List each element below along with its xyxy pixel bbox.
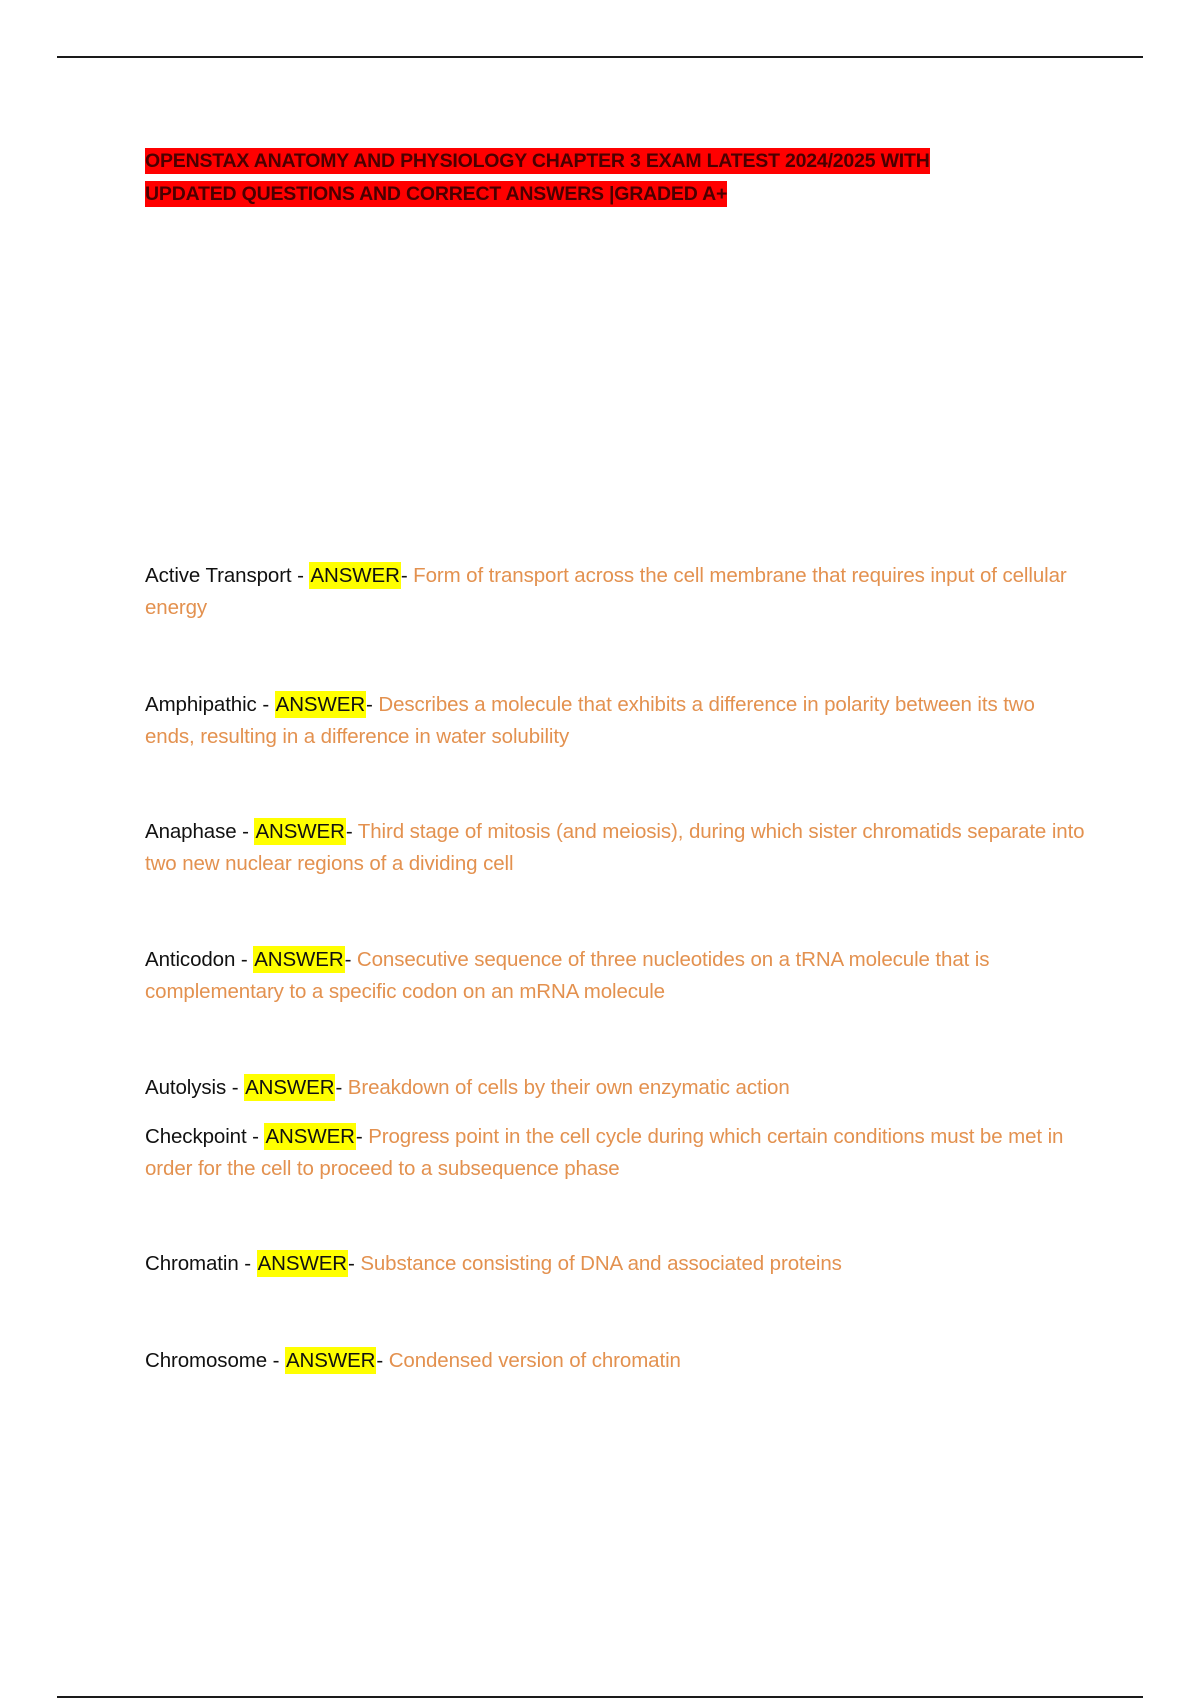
entry-definition: Condensed version of chromatin: [388, 1349, 681, 1372]
entry-definition: Substance consisting of DNA and associated proteins: [360, 1252, 842, 1275]
document-title: [145, 145, 1005, 210]
glossary-entry-anticodon: [145, 944, 1085, 1008]
answer-label: ANSWER: [310, 564, 400, 587]
entry-term: Chromosome: [145, 1349, 268, 1372]
answer-label: ANSWER: [285, 1349, 376, 1372]
entry-definition: Breakdown of cells by their own enzymatic action: [347, 1076, 790, 1099]
answer-dash: -: [347, 1252, 361, 1275]
glossary-entry-anaphase: [145, 816, 1085, 880]
answer-label: ANSWER: [245, 1076, 335, 1099]
glossary-entry-chromosome: [145, 1345, 1085, 1377]
entry-term: Anticodon: [145, 948, 236, 971]
entry-separator: -: [256, 693, 275, 716]
glossary-entry-autolysis: [145, 1072, 1085, 1104]
entry-term: Active Transport: [145, 564, 292, 587]
glossary-entry-chromatin: [145, 1248, 1085, 1280]
answer-dash: -: [400, 564, 414, 587]
answer-label: ANSWER: [255, 820, 345, 843]
glossary-entry-active-transport: [145, 560, 1085, 624]
bottom-rule: [57, 1696, 1143, 1698]
entry-definition: Progress point in the cell cycle during which certain conditions must be met in order for the cell to proceed to a subsequence phase: [145, 1125, 1064, 1180]
document-title-text: OPENSTAX ANATOMY AND PHYSIOLOGY CHAPTER 3 EXAM LATEST 2024/2025 WITH UPDATED QUESTIONS AND CORRECT ANSWERS |GRADED A+: [145, 150, 930, 205]
answer-dash: -: [366, 693, 379, 716]
entry-term: Anaphase: [145, 820, 237, 843]
answer-dash: -: [345, 820, 358, 843]
entry-term: Autolysis: [145, 1076, 227, 1099]
entry-definition: Consecutive sequence of three nucleotides on a tRNA molecule that is complementary to a specific codon on an mRNA molecule: [145, 948, 990, 1003]
answer-label: ANSWER: [265, 1125, 355, 1148]
entry-term: Chromatin: [145, 1252, 239, 1275]
entry-term: Checkpoint: [145, 1125, 247, 1148]
entry-separator: -: [246, 1125, 265, 1148]
answer-label: ANSWER: [275, 693, 366, 716]
entry-definition: Third stage of mitosis (and meiosis), during which sister chromatids separate into two new nuclear regions of a dividing cell: [145, 820, 1085, 875]
entry-separator: -: [291, 564, 310, 587]
glossary-entry-amphipathic: [145, 689, 1085, 753]
answer-label: ANSWER: [257, 1252, 347, 1275]
top-rule: [57, 56, 1143, 58]
answer-dash: -: [355, 1125, 369, 1148]
entry-definition: Describes a molecule that exhibits a difference in polarity between its two ends, resulting in a difference in water solubility: [145, 693, 1035, 748]
answer-dash: -: [376, 1349, 389, 1372]
answer-dash: -: [335, 1076, 348, 1099]
glossary-entry-checkpoint: [145, 1121, 1085, 1185]
answer-label: ANSWER: [254, 948, 344, 971]
entry-separator: -: [235, 948, 254, 971]
entry-definition: Form of transport across the cell membrane that requires input of cellular energy: [145, 564, 1067, 619]
entry-term: Amphipathic: [145, 693, 257, 716]
entry-separator: -: [238, 1252, 257, 1275]
entry-separator: -: [236, 820, 255, 843]
entry-separator: -: [267, 1349, 285, 1372]
answer-dash: -: [344, 948, 357, 971]
entry-separator: -: [226, 1076, 245, 1099]
